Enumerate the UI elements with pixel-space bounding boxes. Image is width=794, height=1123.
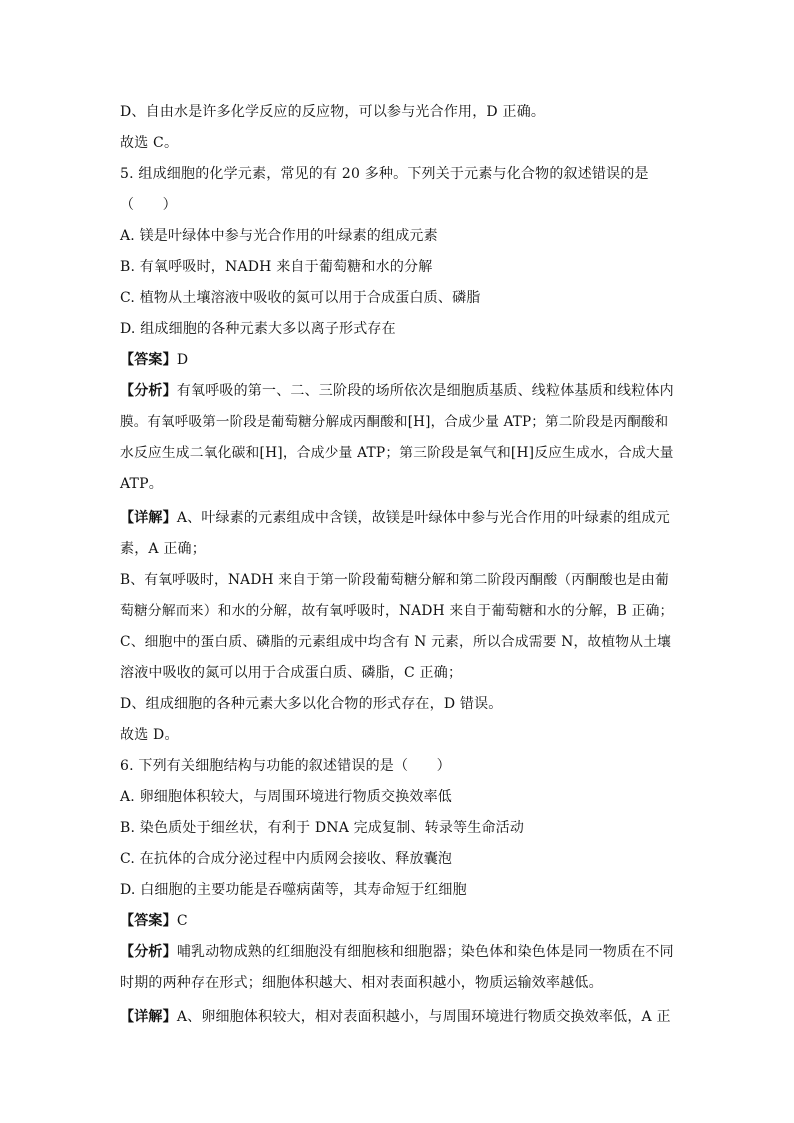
detail-tag: 【详解】 [120, 1009, 177, 1025]
text-line: 溶液中吸收的氮可以用于合成蛋白质、磷脂，C 正确； [120, 665, 463, 681]
option-b: B. 有氧呼吸时，NADH 来自于葡萄糖和水的分解 [120, 259, 433, 275]
answer-line [120, 350, 188, 370]
text-line: B、有氧呼吸时，NADH 来自于第一阶段葡萄糖分解和第二阶段丙酮酸（丙酮酸也是由葡 [120, 572, 669, 588]
detail-line [120, 508, 670, 528]
option-d: D. 白细胞的主要功能是吞噬病菌等，其寿命短于红细胞 [120, 882, 467, 898]
answer-blank: （ ） [120, 197, 177, 213]
analysis-line [120, 942, 674, 962]
option-a: A. 卵细胞体积较大，与周围环境进行物质交换效率低 [120, 789, 453, 805]
answer-value: C [176, 913, 188, 929]
analysis-text: 有氧呼吸的第一、二、三阶段的场所依次是细胞质基质、线粒体基质和线粒体内 [176, 383, 674, 399]
detail-text: A、卵细胞体积较大，相对表面积越小，与周围环境进行物质交换效率低，A 正 [176, 1009, 671, 1025]
question-stem: 5. 组成细胞的化学元素，常见的有 20 多种。下列关于元素与化合物的叙述错误的是 [120, 166, 649, 182]
text-line: D、组成细胞的各种元素大多以化合物的形式存在，D 错误。 [120, 696, 503, 712]
analysis-text: 哺乳动物成熟的红细胞没有细胞核和细胞器；染色体和染色体是同一物质在不同 [176, 944, 674, 960]
analysis-tag: 【分析】 [120, 944, 177, 960]
answer-tag: 【答案】 [120, 913, 177, 929]
answer-value: D [176, 352, 189, 368]
text-line: C、细胞中的蛋白质、磷脂的元素组成中均含有 N 元素，所以合成需要 N，故植物从土壤 [120, 634, 672, 650]
analysis-tag: 【分析】 [120, 383, 177, 399]
question-stem: 6. 下列有关细胞结构与功能的叙述错误的是（ ） [120, 758, 451, 774]
text-line: 故选 D。 [120, 727, 179, 743]
text-line: 萄糖分解而来）和水的分解，故有氧呼吸时，NADH 来自于葡萄糖和水的分解，B 正确； [120, 603, 674, 619]
option-a: A. 镁是叶绿体中参与光合作用的叶绿素的组成元素 [120, 228, 438, 244]
option-c: C. 在抗体的合成分泌过程中内质网会接收、释放囊泡 [120, 851, 453, 867]
detail-line [120, 1007, 671, 1027]
text-line: 故选 C。 [120, 135, 179, 151]
option-b: B. 染色质处于细丝状，有利于 DNA 完成复制、转录等生命活动 [120, 820, 525, 836]
text-line: D、自由水是许多化学反应的反应物，可以参与光合作用，D 正确。 [120, 104, 546, 120]
option-c: C. 植物从土壤溶液中吸收的氮可以用于合成蛋白质、磷脂 [120, 290, 481, 306]
text-line: 素，A 正确； [120, 541, 206, 557]
text-line: 水反应生成二氧化碳和[H]，合成少量 ATP；第三阶段是氧气和[H]反应生成水，合成大量 [120, 445, 674, 461]
detail-text: A、叶绿素的元素组成中含镁，故镁是叶绿体中参与光合作用的叶绿素的组成元 [176, 510, 670, 526]
answer-line [120, 911, 188, 931]
text-line: 时期的两种存在形式；细胞体积越大、相对表面积越小，物质运输效率越低。 [120, 975, 603, 991]
text-line: 膜。有氧呼吸第一阶段是葡萄糖分解成丙酮酸和[H]，合成少量 ATP；第二阶段是丙酮酸和 [120, 414, 669, 430]
answer-tag: 【答案】 [120, 352, 177, 368]
text-line: ATP。 [120, 476, 163, 492]
detail-tag: 【详解】 [120, 510, 177, 526]
option-d: D. 组成细胞的各种元素大多以离子形式存在 [120, 321, 396, 337]
analysis-line [120, 381, 674, 401]
